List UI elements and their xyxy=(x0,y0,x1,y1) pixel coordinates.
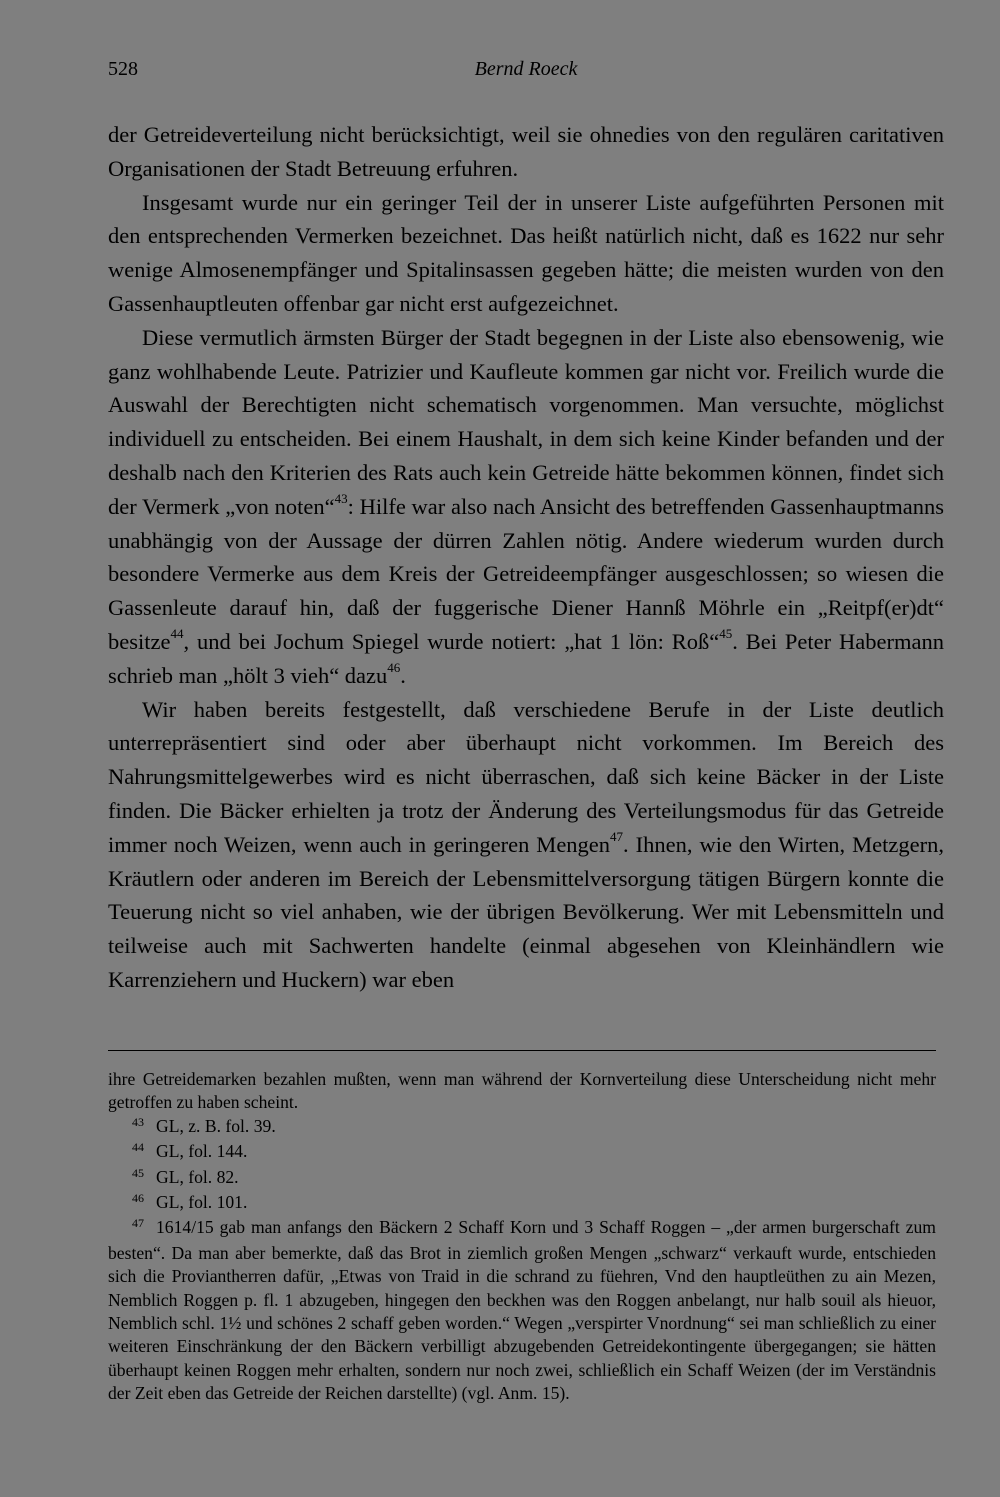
footnote-continuation: ihre Getreidemarken bezahlen mußten, wenn man während der Kornverteilung diese Unterscheidung nicht mehr getroffen zu haben scheint. xyxy=(108,1069,936,1113)
footnote-rule xyxy=(108,1050,936,1051)
footnote xyxy=(108,1216,936,1405)
page-number: 528 xyxy=(108,58,138,80)
text-run: . xyxy=(400,662,406,688)
text-run: Diese vermutlich ärmsten Bürger der Stadt begegnen in der Liste also ebensowenig, wie ganz wohlhabende Leute. Patrizier und Kaufleute kommen gar nicht vor. Freilich wurde die Auswahl der Berechtigten nicht schematisch vorgenommen. Man versuchte, möglichst individuell zu entscheiden. Bei einem Haushalt, in dem sich keine Kinder befanden und der deshalb nach den Kriterien des Rats auch kein Getreide hätte bekommen können, findet sich der Vermerk „von noten“ xyxy=(108,324,944,519)
footnote-number: 45 xyxy=(132,1165,144,1180)
body-paragraph xyxy=(108,693,944,997)
text-run: , und bei Jochum Spiegel wurde notiert: „hat 1 lön: Roß“ xyxy=(183,628,720,654)
footnote-text: GL, fol. 101. xyxy=(156,1192,248,1213)
footnote-text: 1614/15 gab man anfangs den Bäckern 2 Schaff Korn und 3 Schaff Roggen – „der armen burgerschaft zum besten“. Da man aber bemerkte, daß das Brot in ziemlich großen Mengen „schwarz“ verkauft wurde, entschieden sich die Proviantherren dafür, „Etwas von Traid in die schrand zu füehren, Vnd den hauptleüthen zu ain Mezen, Nemblich Roggen p. fl. 1 abzugeben, hingegen den beckhen was den Roggen anbelangt, nur halb souil als hieuor, Nemblich schl. 1½ und schönes 2 schaff geben worden.“ Wegen „verspirter Vnordnung“ sei man schließlich zu einer weiteren Einschränkung der den Bäckern verbilligt abzugebenden Getreidekontingente übergegangen; sie hätten überhaupt keinen Roggen mehr erhalten, sondern nur noch zwei, schließlich ein Schaff Weizen (der im Verständnis der Zeit eben das Getreide der Reichen darstellte) (vgl. Anm. 15). xyxy=(108,1217,936,1404)
footnote-list xyxy=(108,1115,936,1406)
footnote-ref: 45 xyxy=(719,626,733,642)
footnote-ref: 44 xyxy=(170,626,184,642)
footnote-number: 44 xyxy=(132,1140,144,1155)
footnote-ref: 47 xyxy=(610,829,624,845)
footnote-text: GL, fol. 144. xyxy=(156,1141,248,1162)
footnote-number: 47 xyxy=(132,1216,144,1231)
footnote-number: 46 xyxy=(132,1191,144,1206)
footnote-ref: 46 xyxy=(387,660,401,676)
running-title: Bernd Roeck xyxy=(474,58,578,80)
footnote-number: 43 xyxy=(132,1114,144,1129)
body-text xyxy=(108,118,944,997)
footnote xyxy=(108,1166,936,1191)
body-paragraph xyxy=(108,186,944,321)
text-run: der Getreideverteilung nicht berücksichtigt, weil sie ohnedies von den regulären caritativen Organisationen der Stadt Betreuung erfuhren. xyxy=(108,122,944,181)
text-run: : Hilfe war also nach Ansicht des betreffenden Gassenhauptmanns unabhängig von der Aussage der dürren Zahlen nötig. Andere wiederum wurden durch besondere Vermerke aus dem Kreis der Getreideempfänger ausgeschlossen; so wiesen die Gassenleute darauf hin, daß der fuggerische Diener Hannß Möhrle ein „Reitpf(er)dt“ besitze xyxy=(108,493,944,654)
footnotes xyxy=(108,1068,936,1406)
footnote-ref: 43 xyxy=(334,491,348,507)
text-run: . Ihnen, wie den Wirten, Metzgern, Kräutlern oder anderen im Bereich der Lebensmittelversorgung tätigen Bürgern konnte die Teuerung nicht so viel anhaben, wie der übrigen Bevölkerung. Wer mit Lebensmitteln und teilweise auch mit Sachwerten handelte (einmal abgesehen von Kleinhändlern wie Karrenziehern und Huckern) war eben xyxy=(108,831,944,992)
footnote xyxy=(108,1140,936,1165)
text-run: . Bei Peter Habermann schrieb man „hölt 3 vieh“ dazu xyxy=(108,628,945,688)
footnote-text: GL, fol. 82. xyxy=(156,1166,239,1187)
page-header xyxy=(108,58,944,88)
body-paragraph xyxy=(108,118,944,186)
footnote xyxy=(108,1115,936,1140)
body-paragraph xyxy=(108,321,944,693)
text-run: Insgesamt wurde nur ein geringer Teil der in unserer Liste aufgeführten Personen mit den entsprechenden Vermerken bezeichnet. Das heißt natürlich nicht, daß es 1622 nur sehr wenige Almosenempfänger und Spitalinsassen gegeben hätte; die meisten wurden von den Gassenhauptleuten offenbar gar nicht erst aufgezeichnet. xyxy=(108,189,944,316)
text-run: Wir haben bereits festgestellt, daß verschiedene Berufe in der Liste deutlich unterrepräsentiert sind oder aber überhaupt nicht vorkommen. Im Bereich des Nahrungsmittelgewerbes wird es nicht überraschen, daß sich keine Bäcker in der Liste finden. Die Bäcker erhielten ja trotz der Änderung des Verteilungsmodus für das Getreide immer noch Weizen, wenn auch in geringeren Mengen xyxy=(108,696,944,857)
footnote xyxy=(108,1191,936,1216)
footnote-text: GL, z. B. fol. 39. xyxy=(156,1115,276,1136)
